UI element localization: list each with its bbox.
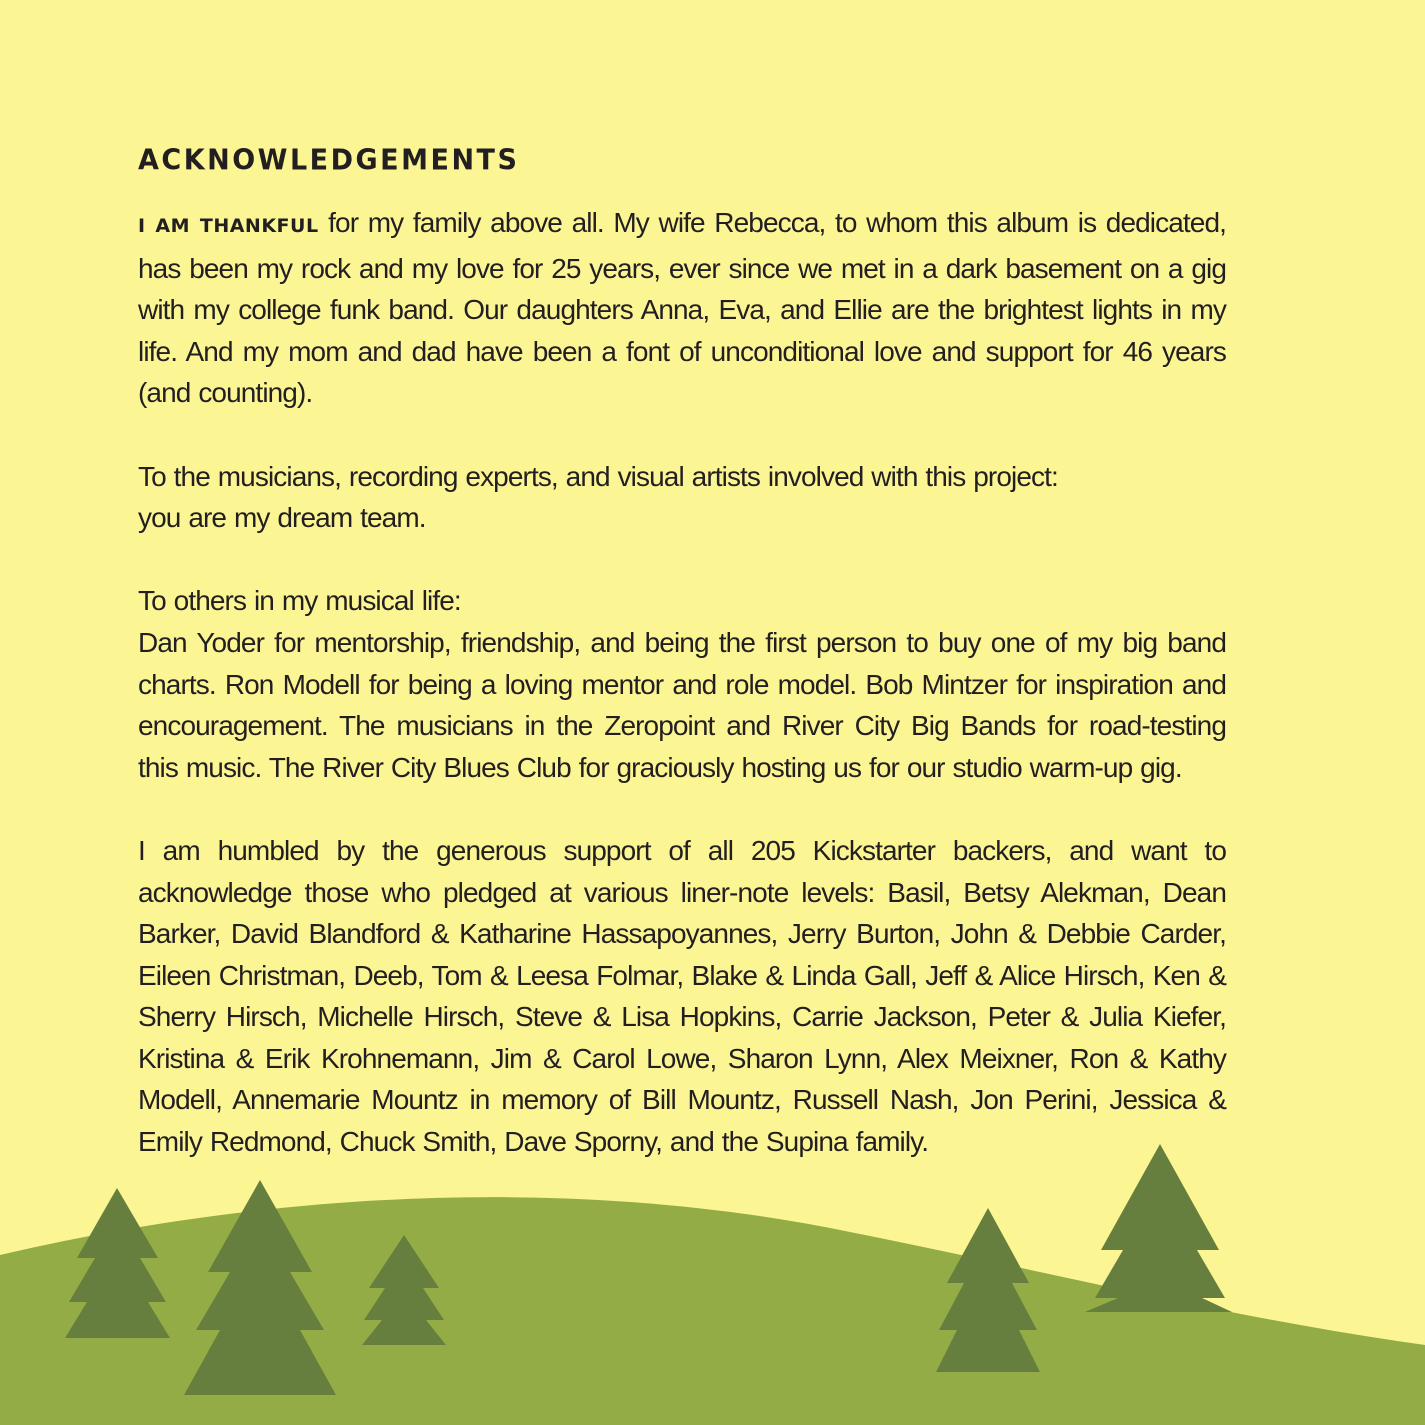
tree-2	[184, 1180, 336, 1395]
tree-3	[362, 1235, 446, 1345]
tree-group	[65, 1144, 1232, 1395]
backers-paragraph: I am humbled by the generous support of all 205 Kickstarter backers, and want to acknowledge those who pledged at various liner-note levels: Basil, Betsy Alekman, Dean Barker, David Blandford & Katharine Hassapoyannes, Jerry Burton, John & Debbie Carder, Eileen Christman, Deeb, Tom & Leesa Folmar, Blake & Linda Gall, Jeff & Alice Hirsch, Ken & Sherry Hirsch, Michelle Hirsch, Steve & Lisa Hopkins, Carrie Jackson, Peter & Julia Kiefer, Kristina & Erik Krohnemann, Jim & Carol Lowe, Sharon Lynn, Alex Meixner, Ron & Kathy Modell, Annemarie Mountz in memory of Bill Mountz, Russell Nash, Jon Perini, Jessica & Emily Redmond, Chuck Smith, Dave Sporny, and the Supina family.	[138, 834, 1226, 1158]
page-title: ACKNOWLEDGEMENTS	[138, 144, 520, 177]
tree-5	[1085, 1144, 1232, 1312]
team-paragraph	[138, 456, 1226, 539]
tree-4	[936, 1208, 1040, 1372]
family-paragraph-text: for my family above all. My wife Rebecca, to whom this album is dedicated, has been my rock and my love for 25 years, ever since we met in a dark basement on a gig with my college funk band. Our daughters Anna, Eva, and Ellie are the brightest lights in my life. And my mom and dad have been a font of unconditional love and support for 46 years (and counting).	[138, 207, 1226, 409]
musical-life-intro: To others in my musical life:	[138, 585, 461, 617]
team-line-2: you are my dream team.	[138, 502, 426, 534]
family-paragraph	[138, 202, 1226, 414]
lead-in-text: I AM THANKFUL	[138, 215, 319, 237]
musical-life-paragraph	[138, 580, 1226, 788]
tree-1	[65, 1188, 170, 1338]
musical-life-text: Dan Yoder for mentorship, friendship, and being the first person to buy one of my big band charts. Ron Modell for being a loving mentor and role model. Bob Mintzer for inspiration and encouragement. The musicians in the Zeropoint and River City Big Bands for road-testing this music. The River City Blues Club for graciously hosting us for our studio warm-up gig.	[138, 626, 1226, 783]
team-line-1: To the musicians, recording experts, and visual artists involved with this project:	[138, 460, 1058, 492]
acknowledgements-section	[138, 140, 1226, 1163]
hill	[0, 1197, 1425, 1425]
